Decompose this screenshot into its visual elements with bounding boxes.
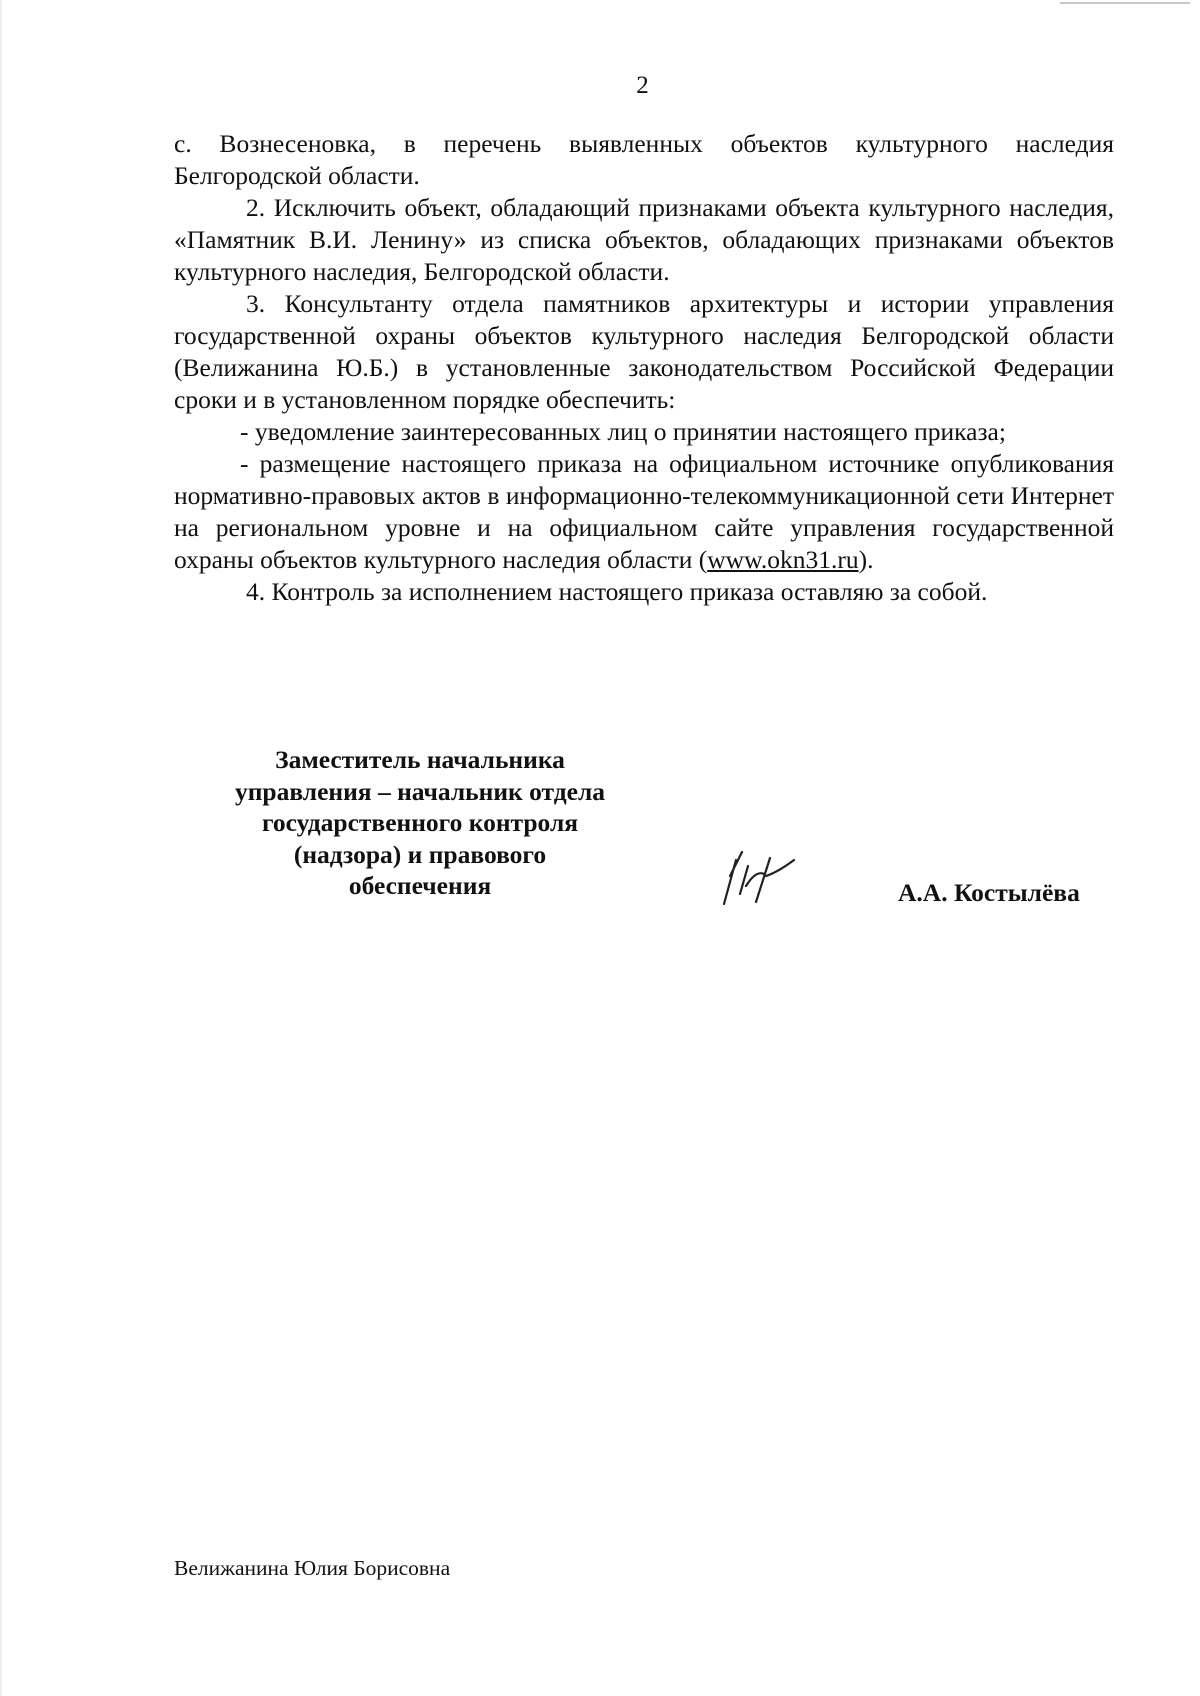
position-line: управления – начальник отдела bbox=[234, 776, 605, 806]
paragraph-3: 3. Консультанту отдела памятников архитектуры и истории управления государственной охраны объектов культурного наследия Белгородской области (Велижанина Ю.Б.) в установленные законодательством Российской Федерации сроки и в установленном порядке обеспечить: bbox=[174, 289, 1114, 414]
scan-artifact bbox=[1060, 2, 1190, 4]
signer-name: А.А. Костылёва bbox=[898, 878, 1080, 907]
handwritten-signature bbox=[718, 846, 798, 906]
publication-text: - размещение настоящего приказа на официальном источнике опубликования нормативно-правовых актов в информационно-телекоммуникационной сети Интернет на региональном уровне и на официальном сайте управления государственной охраны объектов культурного наследия области bbox=[174, 449, 1114, 574]
website-link[interactable]: www.okn31.ru bbox=[707, 545, 859, 574]
signatory-position bbox=[190, 744, 650, 902]
page-number: 2 bbox=[636, 72, 649, 99]
website-suffix: ). bbox=[858, 545, 874, 574]
paragraph-1-continuation: с. Вознесеновка, в перечень выявленных объектов культурного наследия Белгородской области. bbox=[174, 129, 1114, 190]
paragraph-4: 4. Контроль за исполнением настоящего приказа оставляю за собой. bbox=[246, 577, 988, 606]
position-line: обеспечения bbox=[348, 871, 492, 900]
position-line: Заместитель начальника bbox=[275, 745, 565, 774]
document-body bbox=[174, 128, 1114, 608]
executor-name: Велижанина Юлия Борисовна bbox=[174, 1556, 451, 1580]
website-prefix: ( bbox=[692, 545, 708, 574]
list-item-notification: - уведомление заинтересованных лиц о принятии настоящего приказа; bbox=[240, 417, 1006, 446]
scan-artifact bbox=[0, 0, 2, 1696]
position-line: государственного контроля bbox=[261, 808, 579, 837]
list-item-publication bbox=[174, 448, 1114, 576]
position-line: (надзора) и правового bbox=[293, 839, 547, 869]
paragraph-2: 2. Исключить объект, обладающий признаками объекта культурного наследия, «Памятник В.И. Ленину» из списка объектов, обладающих признаками объектов культурного наследия, Белгородской области. bbox=[174, 193, 1114, 286]
